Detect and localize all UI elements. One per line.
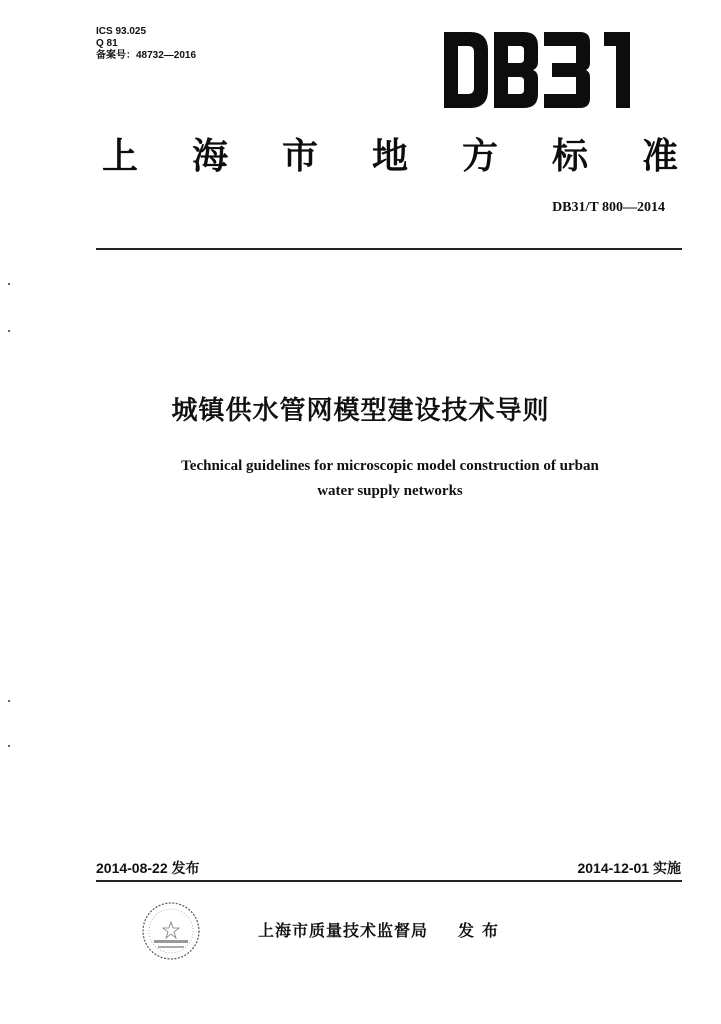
issuer-name: 上海市质量技术监督局	[258, 921, 429, 940]
classification-code: Q 81	[96, 38, 118, 49]
bottom-divider	[96, 880, 682, 882]
title-en-line: Technical guidelines for microscopic model construction of urban	[181, 458, 599, 474]
issued-date: 2014-08-22 发布	[96, 860, 200, 876]
scan-speck	[8, 330, 10, 332]
category-char: 市	[281, 136, 318, 177]
document-title-zh: 城镇供水管网模型建设技术导则	[171, 396, 550, 426]
standard-category	[90, 128, 690, 179]
category-char: 准	[641, 136, 678, 177]
logo-letter-d	[444, 32, 488, 108]
category-char: 海	[191, 136, 228, 177]
filing-number: 备案号：48732—2016	[96, 50, 197, 61]
logo-letter-b	[494, 32, 538, 108]
logo-digit-1	[604, 32, 630, 108]
logo-digit-3	[544, 32, 590, 108]
category-char: 地	[371, 136, 408, 177]
top-divider	[96, 248, 682, 250]
standard-number: DB31/T 800—2014	[552, 200, 665, 215]
category-char: 方	[461, 136, 498, 177]
scan-speck	[8, 700, 10, 702]
document-title-en	[0, 454, 721, 504]
effective-date: 2014-12-01 实施	[577, 860, 681, 876]
scan-speck	[8, 283, 10, 285]
official-seal-stamp	[140, 900, 202, 962]
header-meta	[96, 26, 196, 62]
ics-code: ICS 93.025	[96, 26, 147, 37]
category-char: 上	[101, 136, 138, 177]
db31-logo	[440, 30, 640, 110]
title-en-line: water supply networks	[317, 483, 463, 499]
scan-speck	[8, 745, 10, 747]
issuing-authority	[258, 918, 506, 941]
issue-word: 发布	[458, 921, 507, 940]
category-char: 标	[551, 136, 588, 177]
